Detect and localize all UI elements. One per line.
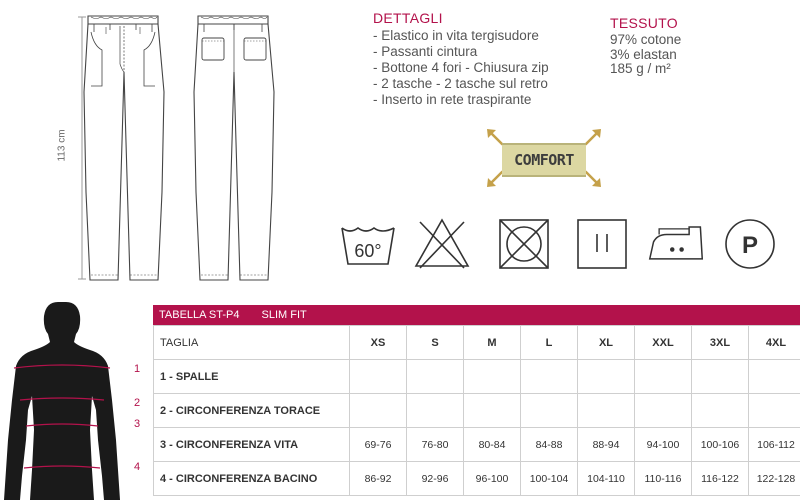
table-fit: SLIM FIT xyxy=(261,309,307,321)
fabric-title: TESSUTO xyxy=(610,15,678,31)
row-label: 3 - CIRCONFERENZA VITA xyxy=(154,428,350,462)
size-table xyxy=(153,325,800,496)
table-row xyxy=(154,394,800,428)
dry-clean-p-icon xyxy=(720,212,780,272)
table-cell xyxy=(521,360,578,394)
details-item: - Elastico in vita tergisudore xyxy=(373,28,539,43)
row-label: 2 - CIRCONFERENZA TORACE xyxy=(154,394,350,428)
comfort-label: COMFORT xyxy=(514,151,574,169)
table-cell xyxy=(635,360,692,394)
row-number: 1 xyxy=(134,363,141,375)
table-cell: 116-122 xyxy=(692,462,749,496)
table-cell xyxy=(521,394,578,428)
table-cell xyxy=(464,394,521,428)
table-cell xyxy=(578,360,635,394)
table-cell xyxy=(350,360,407,394)
table-cell: 92-96 xyxy=(407,462,464,496)
wash-60-icon xyxy=(338,212,398,272)
size-header: L xyxy=(521,326,578,360)
table-cell: 84-88 xyxy=(521,428,578,462)
table-cell xyxy=(350,394,407,428)
size-header: XXL xyxy=(635,326,692,360)
details-list xyxy=(373,28,549,108)
table-code: TABELLA ST-P4 xyxy=(159,309,240,321)
row-number: 2 xyxy=(134,397,141,409)
fabric-line: 97% cotone xyxy=(610,32,682,47)
table-cell: 100-104 xyxy=(521,462,578,496)
comfort-badge xyxy=(502,143,586,177)
row-number: 3 xyxy=(134,418,141,430)
table-cell: 88-94 xyxy=(578,428,635,462)
table-cell: 106-112 xyxy=(749,428,800,462)
row-label: 4 - CIRCONFERENZA BACINO xyxy=(154,462,350,496)
table-cell: 104-110 xyxy=(578,462,635,496)
no-tumble-dry-icon xyxy=(494,212,554,272)
table-cell: 86-92 xyxy=(350,462,407,496)
table-cell: 122-128 xyxy=(749,462,800,496)
details-item: - Inserto in rete traspirante xyxy=(373,92,532,107)
size-header: XL xyxy=(578,326,635,360)
table-cell xyxy=(578,394,635,428)
size-header: M xyxy=(464,326,521,360)
table-cell: 80-84 xyxy=(464,428,521,462)
table-cell: 76-80 xyxy=(407,428,464,462)
table-cell xyxy=(692,394,749,428)
fabric-line: 185 g / m² xyxy=(610,61,671,76)
table-cell xyxy=(749,360,800,394)
table-cell: 110-116 xyxy=(635,462,692,496)
table-cell xyxy=(407,360,464,394)
size-header: S xyxy=(407,326,464,360)
dry-clean-letter: P xyxy=(741,232,759,259)
table-cell: 69-76 xyxy=(350,428,407,462)
fabric-composition xyxy=(610,33,681,77)
wash-temp-text: 60° xyxy=(354,241,382,261)
table-row xyxy=(154,360,800,394)
trousers-back-drawing xyxy=(188,12,280,287)
no-bleach-icon xyxy=(412,212,472,272)
size-header: 3XL xyxy=(692,326,749,360)
details-item: - Passanti cintura xyxy=(373,44,478,59)
body-silhouette xyxy=(0,300,125,500)
details-title: DETTAGLI xyxy=(373,10,443,26)
table-cell xyxy=(635,394,692,428)
size-table-header xyxy=(153,305,800,325)
details-item: - Bottone 4 fori - Chiusura zip xyxy=(373,60,549,75)
table-row xyxy=(154,326,800,360)
row-label: 1 - SPALLE xyxy=(154,360,350,394)
table-cell xyxy=(692,360,749,394)
size-header: 4XL xyxy=(749,326,800,360)
table-cell: 96-100 xyxy=(464,462,521,496)
fabric-line: 3% elastan xyxy=(610,46,677,62)
row-number: 4 xyxy=(134,461,141,473)
table-cell: 100-106 xyxy=(692,428,749,462)
table-cell xyxy=(407,394,464,428)
table-cell: 94-100 xyxy=(635,428,692,462)
size-label: TAGLIA xyxy=(154,326,350,360)
details-item: - 2 tasche - 2 tasche sul retro xyxy=(373,76,548,91)
table-row xyxy=(154,462,800,496)
height-label: 113 cm xyxy=(56,129,68,162)
table-cell xyxy=(464,360,521,394)
size-header: XS xyxy=(350,326,407,360)
table-cell xyxy=(749,394,800,428)
iron-medium-icon xyxy=(646,212,706,272)
trousers-front-drawing xyxy=(78,12,170,287)
line-dry-icon xyxy=(572,212,632,272)
table-row xyxy=(154,428,800,462)
